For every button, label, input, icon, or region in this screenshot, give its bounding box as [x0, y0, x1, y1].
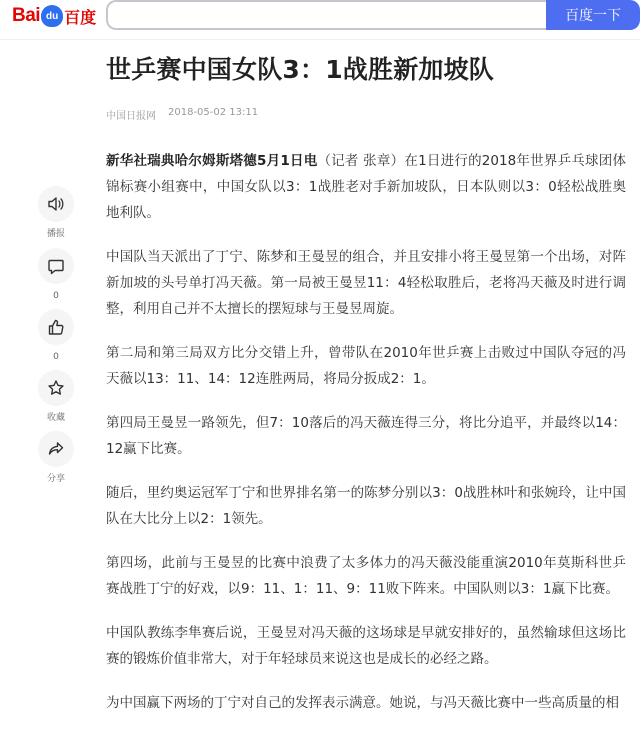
comment-icon[interactable] — [38, 248, 74, 284]
paragraph-text: （记者 张章）在1日进行的2018年世界乒乓球团体锦标赛小组赛中，中国女队以3：1战胜老对手新加坡队，日本队则以3：0轻松战胜奥地利队。 — [106, 153, 626, 221]
search-button[interactable]: 百度一下 — [546, 0, 640, 30]
broadcast-action[interactable] — [38, 186, 74, 240]
star-icon[interactable] — [38, 370, 74, 406]
article-paragraph: 第二局和第三局双方比分交错上升，曾带队在2010年世乒赛上击败过中国队夺冠的冯天薇以13：11、14：12连胜两局，将局分扳成2：1。 — [106, 345, 626, 387]
search-box[interactable] — [106, 0, 546, 30]
article-body — [106, 148, 626, 734]
article-title: 世乒赛中国女队3：1战胜新加坡队 — [106, 55, 494, 84]
article-paragraph: 第四局王曼昱一路领先，但7：10落后的冯天薇连得三分，将比分追平，并最终以14：12赢下比赛。 — [106, 415, 626, 457]
article-paragraph: 第四场，此前与王曼昱的比赛中浪费了太多体力的冯天薇没能重演2010年莫斯科世乒赛战胜丁宁的好戏，以9：11、1：11、9：11败下阵来。中国队则以3：1赢下比赛。 — [106, 555, 626, 597]
baidu-logo[interactable] — [12, 3, 96, 29]
favorite-label: 收藏 — [46, 413, 65, 423]
article-date: 2018-05-02 13:11 — [168, 107, 259, 118]
article-paragraph: 中国队教练李隼赛后说，王曼昱对冯天薇的这场球是早就安排好的，虽然输球但这场比赛的锻炼价值非常大，对于年轻球员来说这也是成长的必经之路。 — [106, 625, 626, 667]
like-action[interactable] — [38, 309, 74, 363]
article-paragraph: 为中国赢下两场的丁宁对自己的发挥表示满意。她说，与冯天薇比赛中一些高质量的相 — [106, 695, 619, 711]
favorite-action[interactable] — [38, 370, 74, 424]
article-lead: 新华社瑞典哈尔姆斯塔德5月1日电 — [106, 153, 318, 169]
article-meta — [106, 107, 258, 122]
article-source[interactable]: 中国日报网 — [106, 111, 156, 122]
logo-text-cn: 百度 — [64, 7, 97, 27]
share-icon[interactable] — [38, 431, 74, 467]
article-paragraph: 随后，里约奥运冠军丁宁和世界排名第一的陈梦分别以3：0战胜林叶和张婉玲，让中国队在大比分上以2：1领先。 — [106, 485, 626, 527]
search-input[interactable] — [108, 2, 546, 28]
share-action[interactable] — [38, 431, 74, 485]
logo-text-du: du — [45, 11, 59, 22]
share-label: 分享 — [46, 474, 65, 484]
paw-icon — [41, 5, 63, 27]
comment-action[interactable] — [38, 248, 74, 302]
article-paragraph — [106, 148, 626, 226]
comment-count: 0 — [53, 291, 59, 301]
broadcast-label: 播报 — [46, 229, 65, 239]
speaker-icon[interactable] — [38, 186, 74, 222]
like-count: 0 — [53, 352, 59, 362]
logo-text-bai: Bai — [12, 5, 41, 26]
article-paragraph: 中国队当天派出了丁宁、陈梦和王曼昱的组合，并且安排小将王曼昱第一个出场，对阵新加坡的头号单打冯天薇。第一局被王曼昱11：4轻松取胜后，老将冯天薇及时进行调整，利用自己并不太擅长的摆短球与王曼昱周旋。 — [106, 249, 626, 317]
thumbs-up-icon[interactable] — [38, 309, 74, 345]
top-bar — [0, 0, 640, 40]
